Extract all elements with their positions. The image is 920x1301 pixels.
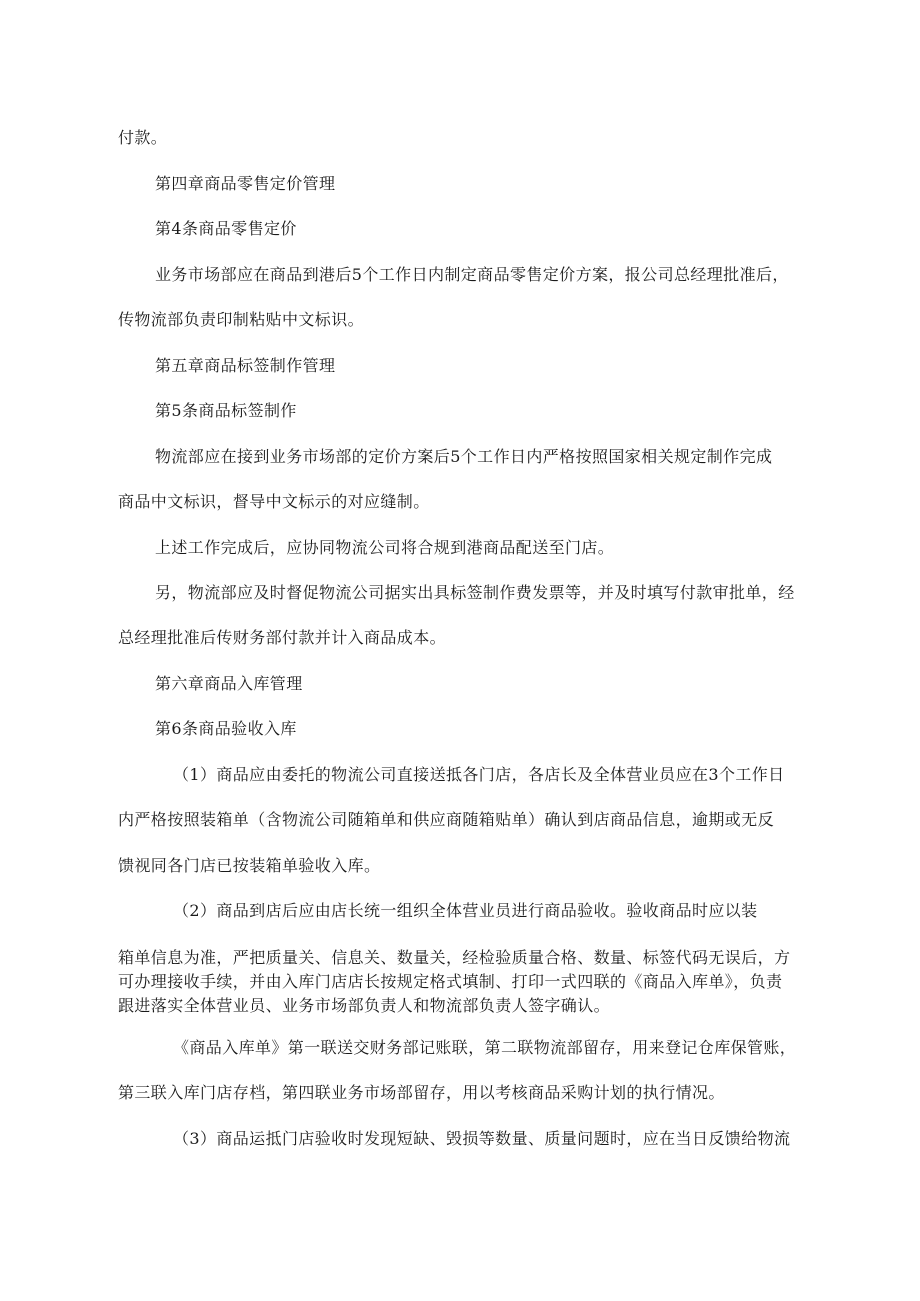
text-line: 上述工作完成后，应协同物流公司将合规到港商品配送至门店。 (155, 538, 615, 557)
text-line: 传物流部负责印制粘贴中文标识。 (118, 310, 365, 329)
text-line: 总经理批准后传财务部付款并计入商品成本。 (118, 628, 447, 647)
chapter-heading: 第五章商品标签制作管理 (155, 356, 336, 375)
text-line: 另，物流部应及时督促物流公司据实出具标签制作费发票等，并及时填写付款审批单，经 (155, 583, 795, 602)
text-line: 馈视同各门店已按装箱单验收入库。 (118, 856, 381, 875)
text-line: 箱单信息为准，严把质量关、信息关、数量关，经检验质量合格、数量、标签代码无误后，方 (118, 948, 791, 967)
text-line: 跟进落实全体营业员、业务市场部负责人和物流部负责人签字确认。 (118, 996, 611, 1015)
text-line: 物流部应在接到业务市场部的定价方案后5个工作日内严格按照国家相关规定制作完成 (155, 447, 773, 466)
article-heading: 第4条商品零售定价 (155, 219, 297, 238)
text-line: 付款。 (118, 128, 168, 147)
article-heading: 第5条商品标签制作 (155, 401, 297, 420)
text-line: 《商品入库单》第一联送交财务部记账联，第二联物流部留存，用来登记仓库保管账， (173, 1038, 797, 1057)
text-line: 可办理接收手续，并由入库门店店长按规定格式填制、打印一式四联的《商品入库单》，负责 (118, 972, 783, 991)
text-line: 第三联入库门店存档，第四联业务市场部留存，用以考核商品采购计划的执行情况。 (118, 1083, 725, 1102)
text-line: 商品中文标识，督导中文标示的对应缝制。 (118, 492, 430, 511)
text-line: （2）商品到店后应由店长统一组织全体营业员进行商品验收。验收商品时应以装 (173, 901, 758, 920)
article-heading: 第6条商品验收入库 (155, 719, 297, 738)
text-line: 业务市场部应在商品到港后5个工作日内制定商品零售定价方案，报公司总经理批准后， (155, 265, 789, 284)
chapter-heading: 第四章商品零售定价管理 (155, 174, 336, 193)
chapter-heading: 第六章商品入库管理 (155, 674, 303, 693)
text-line: （1）商品应由委托的物流公司直接送抵各门店，各店长及全体营业员应在3个工作日 (173, 765, 785, 784)
text-line: 内严格按照装箱单（含物流公司随箱单和供应商随箱贴单）确认到店商品信息，逾期或无反 (118, 810, 775, 829)
text-line: （3）商品运抵门店验收时发现短缺、毁损等数量、质量问题时，应在当日反馈给物流 (173, 1129, 791, 1148)
